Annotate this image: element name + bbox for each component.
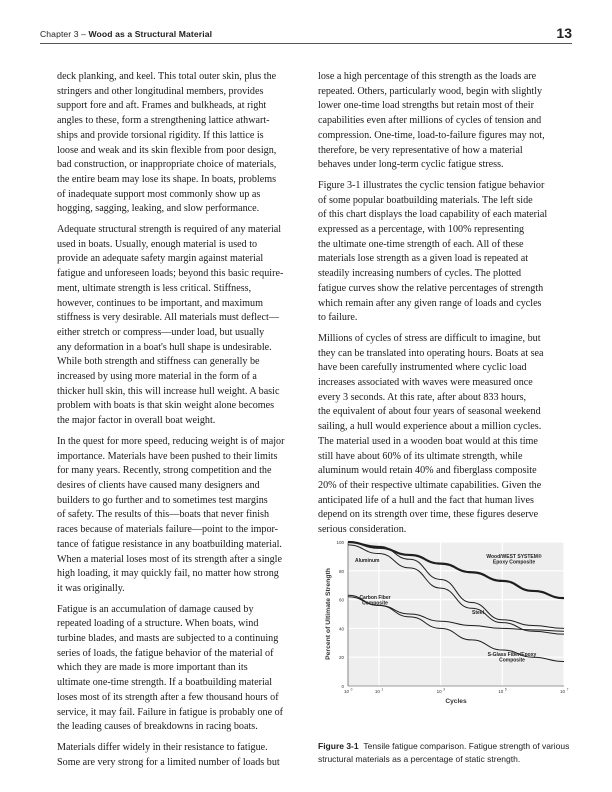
text-line: builders to go further and to sometimes test margins xyxy=(57,494,268,506)
text-line: series of loads, the fatigue behavior of the material of xyxy=(57,647,274,659)
text-line: still have about 60% of its ultimate strength, while xyxy=(318,450,523,462)
paragraph xyxy=(318,179,560,326)
text-line: thicker hull skin, this will increase hull weight. A basic xyxy=(57,385,280,397)
text-line: ultimate one-time strength. If a boatbuilding material xyxy=(57,677,273,689)
x-tick-exponent: 1 xyxy=(381,687,384,692)
text-line: to failure. xyxy=(318,312,358,324)
text-line: the ultimate one-time strength of each. All of these xyxy=(318,238,524,250)
paragraph xyxy=(318,332,560,538)
chapter-number: Chapter 3 xyxy=(40,29,79,39)
page-number: 13 xyxy=(556,25,572,41)
text-line: of safety. The results of this—boats that never finish xyxy=(57,509,270,521)
text-line: tance of fatigue resistance in any boatbuilding material. xyxy=(57,538,282,550)
text-line: loose and weak and its skin flexible from poor design, xyxy=(57,144,277,156)
text-line: behaves under long-term cyclic fatigue stress. xyxy=(318,159,504,171)
x-tick-label: 10 xyxy=(498,689,504,694)
series-label: Carbon Fiber xyxy=(359,595,391,601)
text-line: repeated. Others, particularly wood, begin with slightly xyxy=(318,85,543,97)
text-line: fatigue curves show the relative percentages of strength xyxy=(318,282,544,294)
text-line: high loading, it may quickly fail, no matter how strong xyxy=(57,568,279,580)
text-line: serious consideration. xyxy=(318,524,407,536)
text-line: loses most of its strength after a few thousand hours of xyxy=(57,691,279,703)
x-tick-exponent: 0 xyxy=(350,687,353,692)
text-line: Figure 3-1 illustrates the cyclic tension fatigue behavior xyxy=(318,179,545,191)
series-label: Steel xyxy=(472,610,484,616)
text-line: Fatigue is an accumulation of damage caused by xyxy=(57,603,254,615)
text-line: Some are very strong for a limited number of loads but xyxy=(57,756,280,768)
chapter-dash: – xyxy=(78,29,89,39)
text-line: of inadequate support most commonly show up as xyxy=(57,188,261,200)
left-column xyxy=(57,70,299,776)
text-line: Adequate structural strength is required of any material xyxy=(57,224,282,236)
text-line: fatigue and unforeseen loads; beyond this basic require- xyxy=(57,268,284,280)
page-header xyxy=(40,26,572,46)
text-line: however, continues to be important, and maximum xyxy=(57,297,263,309)
text-line: used in boats. Usually, enough material is used to xyxy=(57,238,258,250)
text-line: which they are made is more important than its xyxy=(57,662,248,674)
text-line: service, it may fail. Failure in fatigue is probably one of xyxy=(57,706,284,718)
text-line: ships and provide torsional rigidity. If this lattice is xyxy=(57,129,264,141)
text-line: of some popular boatbuilding materials. The left side xyxy=(318,194,533,206)
text-line: it was originally. xyxy=(57,582,125,594)
series-label: Composite xyxy=(362,600,388,607)
fatigue-chart-svg xyxy=(318,536,578,716)
y-tick-label: 100 xyxy=(336,540,344,545)
text-line: steadily increasing numbers of cycles. The plotted xyxy=(318,268,522,280)
text-line: the leading causes of breakdowns in racing boats. xyxy=(57,721,258,733)
paragraph xyxy=(57,223,299,429)
text-line: expressed as a percentage, with 100% representing xyxy=(318,224,525,236)
x-tick-exponent: 3 xyxy=(443,687,445,692)
series-label: Epoxy Composite xyxy=(492,559,536,566)
text-line: provide an adequate safety margin against material xyxy=(57,253,264,265)
text-line: While both strength and stiffness can generally be xyxy=(57,356,260,368)
paragraph xyxy=(57,435,299,597)
text-line: lose a high percentage of this strength as the loads are xyxy=(318,71,537,82)
text-line: repeated loading of a structure. When boats, wind xyxy=(57,618,259,630)
text-line: the major factor in overall boat weight. xyxy=(57,415,216,427)
text-line: Millions of cycles of stress are difficult to imagine, but xyxy=(318,332,541,344)
chapter-heading xyxy=(40,29,212,39)
text-line: sailing, a hull would experience about a million cycles. xyxy=(318,421,542,433)
text-line: turbine blades, and masts are subjected to a continuing xyxy=(57,633,279,645)
text-line: aluminum would retain 40% and fiberglass composite xyxy=(318,465,537,477)
text-line: support fore and aft. Frames and bulkheads, at right xyxy=(57,100,267,112)
text-line: have been carefully instrumented where cyclic load xyxy=(318,362,527,374)
figure-label: Figure 3-1 xyxy=(318,741,359,751)
text-line: for many years. Recently, strong competition and the xyxy=(57,465,272,477)
x-tick-exponent: 7 xyxy=(566,687,569,692)
y-tick-label: 60 xyxy=(338,597,344,603)
figure-caption xyxy=(318,740,578,765)
text-line: ment, ultimate strength is less critical. Stiffness, xyxy=(57,282,252,294)
text-line: therefore, be very representative of how a material xyxy=(318,144,523,156)
text-line: compression. One-time, load-to-failure figures may not, xyxy=(318,129,545,141)
header-rule xyxy=(40,43,572,44)
text-line: materials lose strength as a given load is repeated at xyxy=(318,253,529,265)
series-label: Aluminum xyxy=(355,558,380,564)
text-line: desires of clients have caused many designers and xyxy=(57,479,260,491)
y-axis-title: Percent of Ultimate Strength xyxy=(325,568,332,660)
text-line: lower one-time load strengths but retain most of their xyxy=(318,100,534,112)
text-line: deck planking, and keel. This total outer skin, plus the xyxy=(57,71,277,82)
series-label: S-Glass Fiber/Epoxy xyxy=(487,652,537,658)
text-line: the entire beam may lose its shape. In boats, problems xyxy=(57,173,277,185)
text-line: either stretch or compress—under load, but usually xyxy=(57,326,265,338)
text-line: depend on its strength over time, these figures deserve xyxy=(318,509,539,521)
text-line: hogging, sagging, leaking, and slow performance. xyxy=(57,203,260,215)
text-line: bad construction, or inappropriate choice of materials, xyxy=(57,159,277,171)
text-line: In the quest for more speed, reducing weight is of major xyxy=(57,435,285,447)
paragraph xyxy=(318,70,560,173)
series-label: Wood/WEST SYSTEM® xyxy=(486,554,542,560)
paragraph xyxy=(57,603,299,735)
x-tick-label: 10 xyxy=(374,689,380,694)
text-line: increased by using more material in the form of a xyxy=(57,371,257,383)
text-line: every 3 seconds. At this rate, after about 833 hours, xyxy=(318,391,527,403)
text-line: they can be translated into operating hours. Boats at sea xyxy=(318,347,544,359)
text-line: problem with boats is that skin weight alone becomes xyxy=(57,400,275,412)
y-tick-label: 20 xyxy=(338,655,344,661)
text-line: of this chart displays the load capability of each material xyxy=(318,209,548,221)
x-axis-title: Cycles xyxy=(445,698,467,705)
text-line: any deformation in a boat's hull shape is undesirable. xyxy=(57,341,272,353)
x-tick-label: 10 xyxy=(343,689,350,694)
paragraph xyxy=(57,70,299,217)
figure-caption-text: Tensile fatigue comparison. Fatigue strength of various structural materials as a percentage of static strength. xyxy=(318,741,570,764)
chapter-title: Wood as a Structural Material xyxy=(88,29,213,39)
text-line: the equivalent of about four years of seasonal weekend xyxy=(318,406,541,418)
text-line: stringers and other longitudinal members, provides xyxy=(57,85,264,97)
text-line: races because of materials failure—point to the impor- xyxy=(57,524,279,536)
text-line: increases associated with waves were measured once xyxy=(318,377,533,389)
x-tick-exponent: 5 xyxy=(504,687,507,692)
paragraph xyxy=(57,741,299,770)
x-tick-label: 10 xyxy=(559,689,566,694)
text-line: which remain after any given range of loads and cycles xyxy=(318,297,542,309)
series-label: Composite xyxy=(499,657,525,664)
text-line: When a material loses most of its strength after a single xyxy=(57,553,282,565)
text-line: capabilities even after millions of cycles of tension and xyxy=(318,115,542,127)
right-column xyxy=(318,70,560,544)
text-line: 20% of their respective ultimate capabilities. Given the xyxy=(318,479,542,491)
y-tick-label: 80 xyxy=(338,568,344,574)
text-line: angles to these, form a strengthening lattice athwart- xyxy=(57,115,270,127)
text-line: importance. Materials have been pushed to their limits xyxy=(57,450,278,462)
y-tick-label: 40 xyxy=(338,626,344,632)
fatigue-chart xyxy=(318,536,578,716)
text-line: Materials differ widely in their resistance to fatigue. xyxy=(57,741,268,753)
y-tick-label: 0 xyxy=(341,684,344,689)
text-line: The material used in a wooden boat would at this time xyxy=(318,435,538,447)
text-line: anticipated life of a hull and the fact that human lives xyxy=(318,494,534,506)
text-line: stiffness is very desirable. All materials must deflect— xyxy=(57,312,279,324)
x-tick-label: 10 xyxy=(436,689,442,694)
